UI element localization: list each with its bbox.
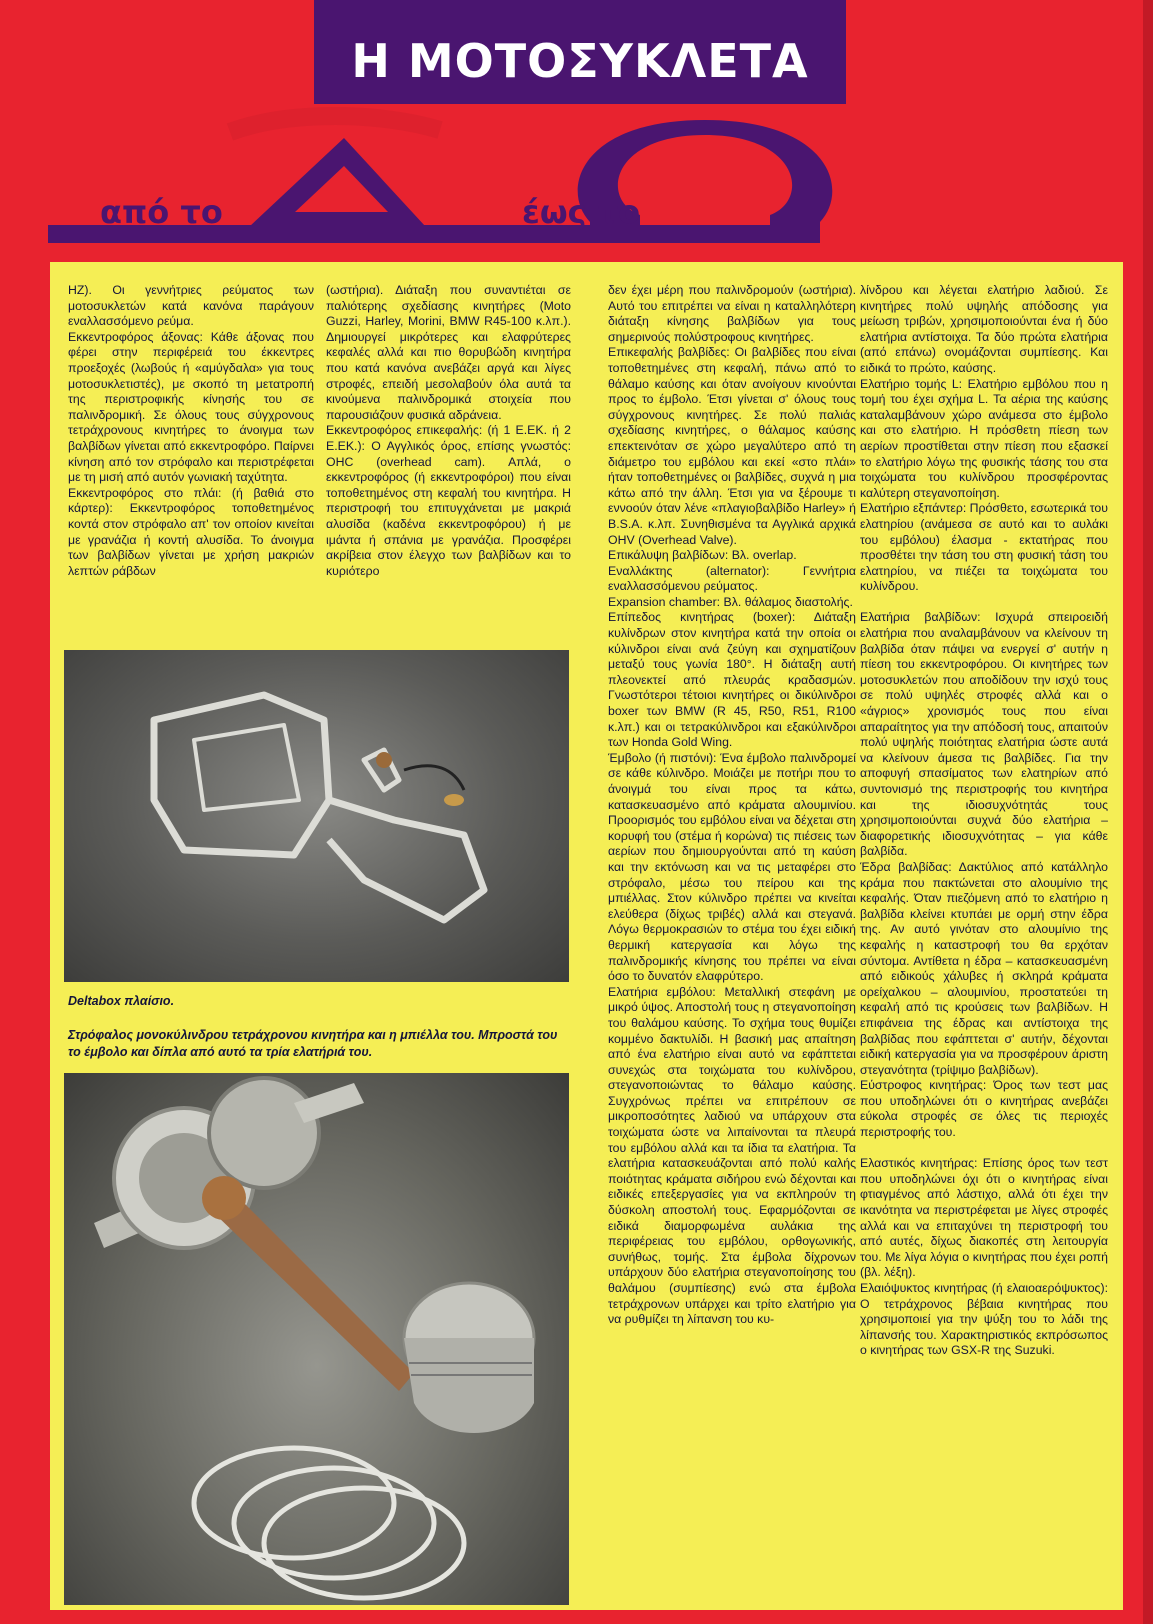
column-1: HZ). Οι γεννήτριες ρεύματος των μοτοσυκλετών κατά κανόνα παράγουν εναλλασσόμενο ρεύμα. Εκκεντροφόρος άξονας: Κάθε άξονας που φέρει στην περιφέρειά του έκκεντρες προεξοχές (λωβούς ή «αμύγδαλα» για τους μοτοσυκλετιστές), με σκοπό τη μετατροπή της περιστροφικής κίνησής του σε παλινδρομική. Σε όλους τους σύγχρονους τετράχρονους κινητήρες το άνοιγμα των βαλβίδων γίνεται από εκκεντροφόρο. Παίρνει κίνηση από τον στρόφαλο και περιστρέφεται με τη μισή από αυτόν γωνιακή ταχύτητα. Εκκεντροφόρος στο πλάι: (ή βαθιά στο κάρτερ): Εκκεντροφόρος τοποθετημένος κοντά στον στρόφαλο απ' τον οποίον κινείται με γρανάζια ή κοντή αλυσίδα. Το άνοιγμα των βαλβίδων γίνεται με χρήση μακριών λεπτών ράβδων [68, 283, 314, 578]
crankshaft-illustration [94, 1078, 414, 1391]
frame-illustration [154, 695, 484, 920]
to-label: έως το [522, 193, 641, 231]
piston-illustration [404, 1283, 534, 1433]
piston-rings-illustration [194, 1448, 464, 1598]
crankshaft-piston-photo [64, 1073, 569, 1605]
column-2: (ωστήρια). Διάταξη που συναντιέται σε παλιότερης σχεδίασης κινητήρες (Moto Guzzi, Harley, Morini, BMW R45-100 κ.λπ.). Δημιουργεί μικρότερες και ελαφρύτερες κεφαλές αλλά και πιο θορυβώδη κινητήρα που κατά κανόνα ανεβάζει αργά και λίγες στροφές, επειδή μεσολαβούν όλα αυτά τα κινούμενα παλινδρομικά στοιχεία που παρουσιάζουν φυσικά αδράνεια. Εκκεντροφόρος επικεφαλής: (ή 1 Ε.ΕΚ. ή 2 Ε.ΕΚ.): Ο Αγγλικός όρος, επίσης γνωστός: OHC (overhead cam). Απλά, ο εκκεντροφόρος (ή εκκεντροφόροι) που είναι τοποθετημένος στη κεφαλή του κινητήρα. Η περιστροφή του επιτυγχάνεται με μακριά αλυσίδα (καδένα εκκεντροφόρου) ή με ιμάντα ή σπάνια με γρανάζια. Προσφέρει ακρίβεια στον έλεγχο των βαλβίδων και το κυριότερο [326, 283, 571, 578]
column-3: δεν έχει μέρη που παλινδρομούν (ωστήρια). Αυτό του επιτρέπει να είναι η καταλληλότερη διάταξη κίνησης βαλβίδων για τους σημερινούς πολύστροφους κινητήρες. Επικεφαλής βαλβίδες: Οι βαλβίδες που είναι τοποθετημένες στη κεφαλή, πάνω από το θάλαμο καύσης και όταν ανοίγουν κινούνται προς το έμβολο. Έτσι γίνεται σ' όλους τους σύγχρονους κινητήρες. Σε πολύ παλιάς σχεδίασης κινητήρες, ο θάλαμος καύσης επεκτεινόταν σε χώρο μεγαλύτερο από τη διάμετρο του εμβόλου και εκεί «στο πλάι» ήταν τοποθετημένες οι βαλβίδες, συχνά η μια κάτω από την άλλη. Έτσι για να ξέρουμε τι εννοούν όταν λένε «πλαγιοβαλβίδο Harley» ή B.S.A. κ.λπ. Συνηθισμένα τα Αγγλικά αρχικά OHV (Overhead Valve). Επικάλυψη βαλβίδων: Βλ. overlap. Εναλλάκτης (alternator): Γεννήτρια εναλλασσόμενου ρεύματος. Expansion chamber: Βλ. θάλαμος διαστολής. Επίπεδος κινητήρας (boxer): Διάταξη κυλίνδρων στον κινητήρα κατά την οποία οι κύλινδροι είναι ανά ζεύγη και σχηματίζουν μεταξύ τους γωνία 180°. Η διάταξη αυτή πλεονεκτεί από πλευράς κραδασμών. Γνωστότεροι τέτοιοι κινητήρες οι δικύλινδροι boxer των BMW (R 45, R50, R51, R100 κ.λπ.) και οι τετρακύλινδροι και εξακύλινδροι των Honda Gold Wing. Έμβολο (ή πιστόνι): Ένα έμβολο παλινδρομεί σε κάθε κύλινδρο. Μοιάζει με ποτήρι που το άνοιγμά του είναι προς τα κάτω, κατασκευασμένο από κράματα αλουμινίου. Προορισμός του εμβόλου είναι να δέχεται στη κορυφή του (στέμα ή κορώνα) τις πιέσεις των αερίων που δημιουργούνται από τη καύση και την εκτόνωση και να τις μεταφέρει στο στρόφαλο, μέσω του πείρου και της μπιέλλας. Στον κύλινδρο πρέπει να κινείται ελεύθερα (δίχως τριβές) αλλά και στεγανά. Λόγω θερμοκρασιών το στέμα του έχει ειδική θερμική κατεργασία και λόγω της παλινδρομικής κίνησης του πρέπει να είναι όσο το δυνατόν ελαφρύτερο. Ελατήρια εμβόλου: Μεταλλική στεφάνη με μικρό ύψος. Αποστολή τους η στεγανοποίηση του θαλάμου καύσης. Το σχήμα τους θυμίζει κομμένο δακτυλίδι. Η βασική μας απαίτηση από ένα ελατήριο είναι αυτό να εφάπτεται συνεχώς στα τοιχώματα του κυλίνδρου, στεγανοποιώντας το θάλαμο καύσης. Συγχρόνως πρέπει να επιτρέπουν σε μικροποσότητες λαδιού να υπάρχουν στα τοιχώματα ώστε να λιπαίνονται τα πλευρά του εμβόλου αλλά και τα ίδια τα ελατήρια. Τα ελατήρια κατασκευάζονται από πολύ καλής ποιότητας κράματα σιδήρου ενώ δέχονται και ειδικές επεξεργασίες για να εκπληρούν τη δύσκολη αποστολή τους. Εφαρμόζονται σε ειδικά διαμορφωμένα αυλάκια της περιφέρειας του εμβόλου, ορθογωνικής, συνήθως, τομής. Στα έμβολα δίχρονων υπάρχουν δύο ελατήρια στεγανοποίησης του θαλάμου (συμπίεσης) ενώ στα έμβολα τετράχρονων υπάρχει και τρίτο ελατήριο για να ρυθμίζει τη λίπανση του κυ- [608, 283, 856, 1327]
caption-deltabox: Deltabox πλαίσιο. [68, 994, 175, 1008]
from-label: από το [100, 193, 223, 231]
page-title: Η ΜΟΤΟΣΥΚΛΕΤΑ [351, 34, 809, 88]
faint-c-shape [230, 116, 440, 132]
alpha-letter [250, 138, 425, 226]
caption-crankshaft: Στρόφαλος μονοκύλινδρου τετράχρονου κινητήρα και η μπιέλλα του. Μπροστά του το έμβολο και δίπλα από αυτό τα τρία ελατήριά του. [68, 1028, 558, 1059]
column-4: λίνδρου και λέγεται ελατήριο λαδιού. Σε κινητήρες πολύ υψηλής απόδοσης για μείωση τριβών, χρησιμοποιούνται ένα ή δύο ελατήρια αντίστοιχα. Τα δύο πρώτα ελατήρια (από επάνω) ονομάζονται συμπίεσης. Και ειδικά το πρώτο, καύσης. Ελατήριο τομής L: Ελατήριο εμβόλου που η τομή του έχει σχήμα L. Τα αέρια της καύσης καταλαμβάνουν χώρο ανάμεσα στο έμβολο και στο ελατήριο. Η πρόσθετη πίεση των αερίων προστίθεται στην πίεση που εξασκεί το ελατήριο λόγω της φυσικής τάσης του στα τοιχώματα του κυλίνδρου προσφέροντας καλύτερη στεγανοποίηση. Ελατήριο εξπάντερ: Πρόσθετο, εσωτερικά του ελατηρίου (ανάμεσα σε αυτό και το αυλάκι του εμβόλου) έλασμα - εκτατήρας που προσθέτει την τάση του στη φυσική τάση του ελατηρίου, να πιέζει τα τοιχώματα του κυλίνδρου. Ελατήρια βαλβίδων: Ισχυρά σπειροειδή ελατήρια που αναλαμβάνουν να κλείνουν τη βαλβίδα όταν πάψει να ενεργεί σ' αυτήν η πίεση του εκκεντροφόρου. Οι κινητήρες των μοτοσυκλετών που αποδίδουν την ισχύ τους σε πολύ υψηλές στροφές αλλά και ο «άγριος» χρονισμός τους που είναι απαραίτητος για την απόδοσή τους, απαιτούν πολύ υψηλής ποιότητας ελατήρια ώστε αυτά να κλείνουν άμεσα τις βαλβίδες. Για την αποφυγή σπασίματος των ελατηρίων από συντονισμό της περιστροφής του κινητήρα και της ιδιοσυχνότητάς τους χρησιμοποιούνται συχνά δύο ελατήρια – διαφορετικής ιδιοσυχνότητας – για κάθε βαλβίδα. Έδρα βαλβίδας: Δακτύλιος από κατάλληλο κράμα που πακτώνεται στο αλουμίνιο της κεφαλής. Όταν πιεζόμενη από το ελατήριο η βαλβίδα κλείνει κτυπάει με ορμή στην έδρα της. Αν αυτό γινόταν στο αλουμίνιο της κεφαλής η καταστροφή του θα ερχόταν σύντομα. Αντίθετα η έδρα – κατασκευασμένη από ειδικούς χάλυβες ή σκληρά κράματα ορείχαλκου – αλουμινίου, προστατεύει τη κεφαλή από τις κρούσεις των βαλβίδων. Η επιφάνεια της έδρας και αντίστοιχα της βαλβίδας που εφάπτεται σ' αυτήν, δέχονται ειδική κατεργασία για να προσφέρουν άριστη στεγανότητα (τρίψιμο βαλβίδων). Εύστροφος κινητήρας: Όρος των τεστ μας που υποδηλώνει ότι ο κινητήρας ανεβάζει εύκολα στροφές σε όλες τις περιοχές περιστροφής του. Ελαστικός κινητήρας: Επίσης όρος των τεστ που υποδηλώνει όχι ότι ο κινητήρας είναι φτιαγμένος από λάστιχο, αλλά ότι έχει την ικανότητα να περιστρέφεται με λίγες στροφές αλλά και να επιταχύνει τη περιστροφή του από αυτές, δίχως διακοπές στη λειτουργία του. Με λίγα λόγια ο κινητήρας που έχει ροπή (βλ. λέξη). Ελαιόψυκτος κινητήρας (ή ελαιοαερόψυκτος): Ο τετράχρονος βέβαια κινητήρας που χρησιμοποιεί για την ψύξη του το λάδι της λίπανσής του. Χαρακτηριστικός εκπρόσωπος ο κινητήρας των GSX-R της Suzuki. [860, 283, 1108, 1358]
deltabox-frame-photo [64, 650, 569, 982]
